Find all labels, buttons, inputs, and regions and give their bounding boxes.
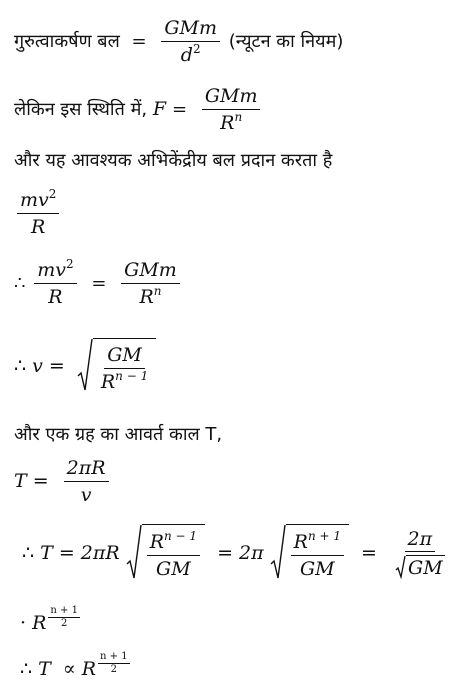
numerator: 2π	[405, 529, 436, 553]
period-symbol: T	[40, 542, 53, 564]
coefficient: 2π	[239, 542, 264, 564]
radical-sign-icon	[270, 524, 286, 584]
velocity-fraction	[98, 345, 151, 393]
period-text: और एक ग्रह का आवर्त काल T,	[14, 424, 223, 445]
numerator: GMm	[161, 18, 220, 42]
numerator-exponent: n + 1	[307, 529, 341, 544]
gravitational-force-line: गुरुत्वाकर्षण बल = $\frac{\text{GMm}}{d^2}$ (न्यूटन का नियम)	[14, 17, 344, 66]
base-symbol: R	[81, 658, 97, 680]
numerator: GMm	[121, 260, 180, 284]
denominator: R	[139, 285, 154, 308]
radical-sign-icon	[395, 555, 406, 579]
numerator-exponent: 2	[48, 187, 57, 201]
first-sqrt-fraction	[147, 529, 200, 580]
velocity-line: ∴ v = $\frac{GM}{R^{n - 1}}$	[14, 338, 156, 396]
second-sqrt	[270, 524, 349, 584]
numerator: GMm	[202, 86, 261, 110]
denominator: GM	[408, 557, 443, 579]
numerator: R	[149, 531, 164, 554]
centripetal-fraction	[17, 187, 59, 238]
numerator: 2πR	[64, 458, 109, 482]
denominator-exponent: n − 1	[115, 369, 149, 383]
case-fraction	[202, 86, 261, 134]
period-symbol: T	[38, 658, 51, 680]
centripetal-expression-line	[14, 187, 62, 238]
newton-fraction	[161, 18, 220, 66]
numerator-exponent: 2	[65, 257, 74, 271]
coefficient: 2πR	[80, 542, 120, 564]
denominator-exponent: n	[234, 109, 243, 124]
first-sqrt	[126, 524, 205, 584]
denominator: R	[48, 285, 63, 308]
dot-operator: ·	[20, 612, 27, 634]
velocity-sqrt	[77, 338, 156, 396]
power-line	[20, 606, 80, 633]
right-fraction	[121, 260, 180, 308]
centripetal-text: और यह आवश्यक अभिकेंद्रीय बल प्रदान करता है	[14, 150, 333, 171]
denominator-exponent: n	[153, 283, 162, 298]
therefore-symbol: ∴	[20, 658, 33, 680]
therefore-symbol: ∴	[22, 542, 35, 564]
exponent-denominator: 2	[110, 664, 117, 675]
exponent-denominator: 2	[60, 618, 68, 629]
proportional-symbol: ∝	[62, 658, 76, 680]
second-sqrt-fraction	[291, 529, 344, 580]
numerator-exponent: n − 1	[164, 529, 198, 544]
period-fraction	[64, 458, 109, 506]
denominator-sqrt	[395, 555, 445, 579]
therefore-symbol: ∴	[14, 355, 27, 377]
period-symbol: T	[14, 469, 27, 492]
exponent-fraction	[98, 652, 130, 675]
radical-sign-icon	[126, 524, 142, 584]
velocity-symbol: v	[32, 355, 43, 377]
denominator: GM	[156, 558, 191, 580]
numerator: GM	[104, 345, 145, 369]
radical-sign-icon	[77, 338, 93, 396]
centripetal-statement	[14, 152, 332, 170]
denominator: R	[100, 371, 116, 393]
exponent-fraction	[48, 606, 80, 629]
numerator: R	[293, 531, 308, 554]
period-derivation-line: ∴ T = 2πR $\frac{R^{n - 1}}{GM}$ = 2π $\frac{R^{n + 1}}{GM}$ = $\frac{2\pi}{GM}$	[22, 524, 451, 584]
denominator: R	[31, 215, 46, 238]
exponent-numerator: n + 1	[100, 651, 128, 662]
period-formula-line: T = $\frac{2\pi R}{v}$	[14, 458, 112, 506]
therefore-symbol: ∴	[14, 272, 26, 294]
proportionality-line	[20, 652, 130, 679]
gravitational-force-label: गुरुत्वाकर्षण बल	[14, 30, 120, 52]
numerator: mv	[37, 259, 66, 281]
denominator-exponent: 2	[192, 41, 201, 56]
equality-line: ∴ $\frac{mv^2}{R}$ = $\frac{\text{GMm}}{R^n}$	[14, 260, 183, 308]
case-label: लेकिन इस स्थिति में,	[14, 98, 148, 120]
numerator: mv	[20, 189, 49, 211]
force-symbol: F	[152, 97, 166, 120]
final-fraction	[392, 529, 448, 580]
newton-law-label: (न्यूटन का नियम)	[228, 30, 344, 52]
exponent-numerator: n + 1	[50, 605, 78, 616]
base-symbol: R	[32, 612, 47, 634]
denominator: R	[220, 111, 235, 134]
case-force-line: लेकिन इस स्थिति में, F = $\frac{\text{GMm}}{R^n}$	[14, 86, 263, 134]
denominator: GM	[300, 558, 335, 580]
denominator: d	[180, 43, 193, 66]
left-fraction	[34, 257, 76, 308]
denominator: v	[80, 483, 92, 506]
period-statement	[14, 426, 222, 444]
